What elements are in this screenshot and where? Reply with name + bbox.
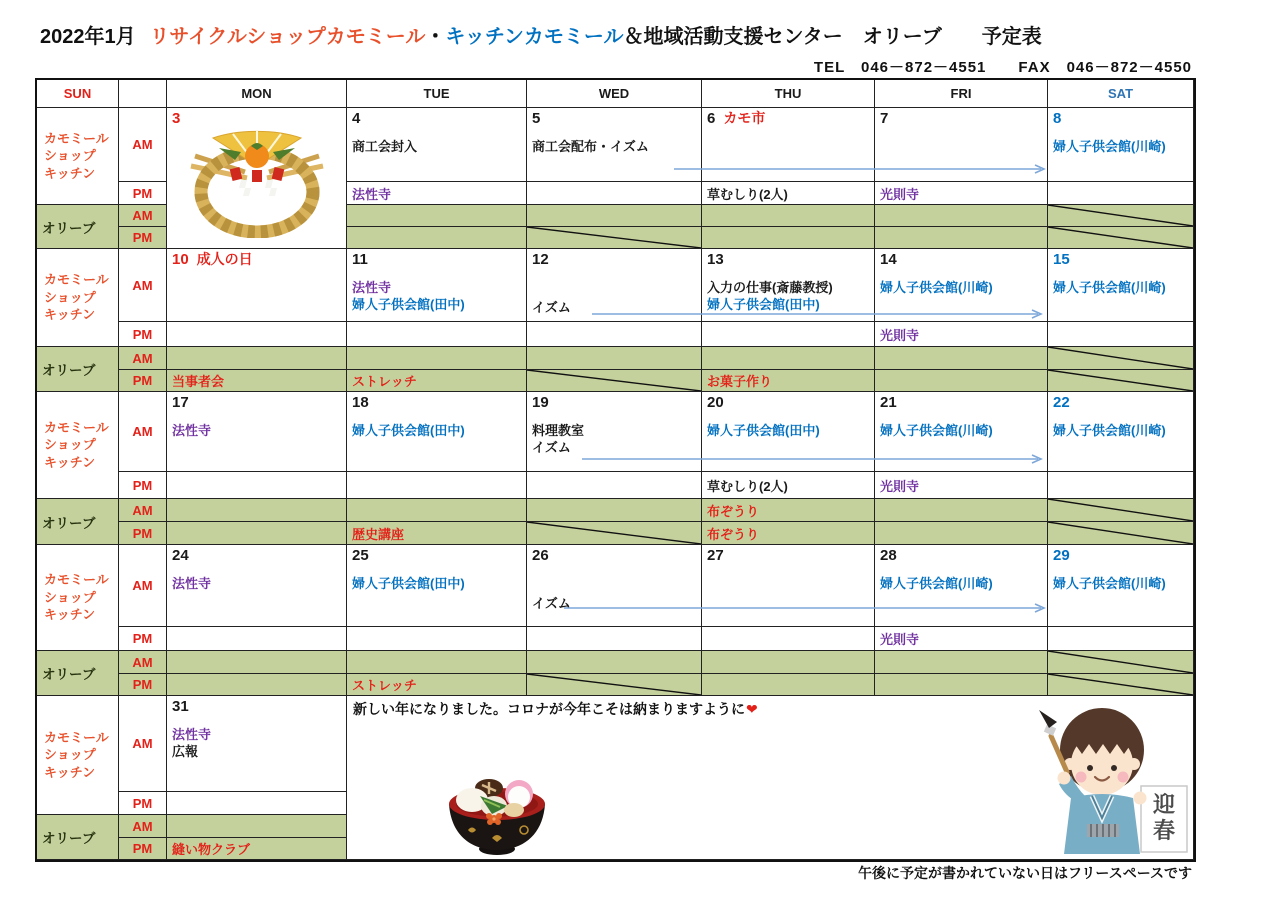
olive-am-cell-21 (875, 499, 1048, 522)
row-label-olive: オリーブ (37, 205, 119, 249)
event: お菓子作り (707, 374, 773, 389)
day-header-mon: MON (167, 80, 347, 108)
am-events (1048, 138, 1193, 155)
pm-cell-20 (702, 472, 875, 499)
pm-cell-21 (875, 472, 1048, 499)
olive-pm-cell-25 (347, 674, 527, 696)
am-label: AM (119, 205, 167, 227)
week-row-5 (37, 696, 1194, 860)
row-label-olive: オリーブ (37, 499, 119, 545)
am-events (1048, 279, 1193, 296)
olive-pm-cell-10 (167, 370, 347, 392)
olive-pm-cell-19 (527, 522, 702, 545)
day-number-line (347, 249, 526, 269)
day-cell-6 (702, 108, 875, 182)
pm-cell-18 (347, 472, 527, 499)
day-number-line (875, 545, 1047, 565)
pm-cell-4 (347, 182, 527, 205)
day-header-sun: SUN (37, 80, 119, 108)
olive-am-cell-27 (702, 651, 875, 674)
day-cell-8 (1048, 108, 1194, 182)
olive-am-cell-8 (1048, 205, 1194, 227)
day-cell-15 (1048, 249, 1194, 322)
day-number-line (167, 696, 346, 716)
pm-cell-17 (167, 472, 347, 499)
pm-cell-19 (527, 472, 702, 499)
olive-pm-cell-7 (875, 227, 1048, 249)
row-label-chamomile (37, 545, 119, 651)
olive-am-cell-6 (702, 205, 875, 227)
am-label: AM (119, 499, 167, 522)
row-label-line: ショップ (44, 589, 96, 605)
olive-am-cell-4 (347, 205, 527, 227)
event: 婦人子供会館(川崎) (1053, 280, 1166, 295)
event: 法性寺 (172, 423, 212, 438)
am-events (347, 279, 526, 313)
olive-am-cell-22 (1048, 499, 1194, 522)
day-cell-26 (527, 545, 702, 627)
olive-pm-cell-11 (347, 370, 527, 392)
day-cell-18 (347, 392, 527, 472)
day-cell-13 (702, 249, 875, 322)
am-label: AM (119, 108, 167, 182)
day-cell-10 (167, 249, 347, 322)
olive-pm-cell-6 (702, 227, 875, 249)
am-events (527, 422, 701, 456)
day-number: 17 (172, 394, 189, 411)
row-label-line: キッチン (44, 165, 96, 181)
olive-pm-cell-13 (702, 370, 875, 392)
ozoni-bowl-illustration (442, 776, 552, 858)
event: 縫い物クラブ (172, 842, 251, 857)
day-number: 18 (352, 394, 369, 411)
pm-cell-5 (527, 182, 702, 205)
day-note: 成人の日 (196, 251, 253, 267)
olive-pm-cell-27 (702, 674, 875, 696)
am-label: AM (119, 815, 167, 838)
olive-pm-cell-28 (875, 674, 1048, 696)
am-events (527, 299, 701, 316)
olive-am-cell-26 (527, 651, 702, 674)
footnote: 午後に予定が書かれていない日はフリースペースです (857, 865, 1192, 881)
day-number-line (347, 392, 526, 412)
event: 婦人子供会館(田中) (352, 423, 465, 438)
week-row-3 (37, 392, 1194, 545)
day-cell-14 (875, 249, 1048, 322)
calendar-header-row (37, 80, 1194, 108)
closed-slot-diagonal (1048, 674, 1193, 695)
am-events (702, 422, 874, 439)
day-number: 7 (880, 110, 889, 127)
am-label: AM (119, 696, 167, 792)
am-events (702, 279, 874, 313)
event: イズム (532, 596, 571, 611)
day-number-line (1048, 108, 1193, 128)
day-cell-3 (167, 108, 347, 249)
olive-am-cell-29 (1048, 651, 1194, 674)
olive-am-cell-5 (527, 205, 702, 227)
event: イズム (532, 300, 571, 315)
event: 婦人子供会館(田中) (707, 423, 820, 438)
olive-pm-cell-15 (1048, 370, 1194, 392)
olive-am-cell-10 (167, 347, 347, 370)
row-label-line: カモミール (44, 419, 109, 435)
row-label-line: ショップ (44, 747, 96, 763)
pm-cell-7 (875, 182, 1048, 205)
pm-cell-6 (702, 182, 875, 205)
pm-cell-11 (347, 322, 527, 347)
event: 布ぞうり (707, 526, 760, 542)
calligraphy-boy-illustration (1007, 706, 1192, 854)
olive-pm-cell-29 (1048, 674, 1194, 696)
pm-cell-29 (1048, 627, 1194, 651)
row-label-line: キッチン (44, 307, 96, 323)
closed-slot-diagonal (1048, 651, 1193, 673)
olive-am-cell-24 (167, 651, 347, 674)
day-number-line (527, 249, 701, 269)
event: 婦人子供会館(田中) (707, 297, 820, 313)
pm-cell-12 (527, 322, 702, 347)
pm-cell-27 (702, 627, 875, 651)
closed-slot-diagonal (1048, 347, 1193, 369)
week-row-4 (37, 545, 1194, 696)
day-number: 8 (1053, 110, 1062, 127)
message-text: 新しい年になりました。コロナが今年こそは納まりますように (353, 701, 745, 717)
day-header-fri: FRI (875, 80, 1048, 108)
am-events (875, 575, 1047, 592)
event: ストレッチ (352, 678, 417, 693)
day-number-line (527, 392, 701, 412)
am-events (347, 422, 526, 439)
day-number-line (167, 249, 346, 269)
event: 草むしり(2人) (707, 186, 788, 202)
day-number-line (875, 249, 1047, 269)
olive-pm-cell-17 (167, 522, 347, 545)
day-number: 31 (172, 698, 189, 715)
row-label-line: ショップ (44, 437, 96, 453)
row-label-chamomile (37, 108, 119, 205)
olive-am-cell-13 (702, 347, 875, 370)
am-events (167, 575, 346, 592)
week-row-1 (37, 108, 1194, 249)
am-events (527, 138, 701, 155)
title-rest: ＆地域活動支援センター オリーブ 予定表 (623, 26, 1042, 48)
event: ストレッチ (352, 374, 417, 389)
olive-am-cell-20 (702, 499, 875, 522)
event: 光則寺 (880, 186, 920, 202)
day-number: 29 (1053, 547, 1070, 564)
row-label-line: キッチン (44, 764, 96, 780)
event: 光則寺 (880, 632, 920, 647)
event: 婦人子供会館(川崎) (1053, 139, 1166, 154)
day-cell-4 (347, 108, 527, 182)
event: 布ぞうり (707, 503, 760, 519)
olive-am-cell-28 (875, 651, 1048, 674)
day-header-wed: WED (527, 80, 702, 108)
day-cell-5 (527, 108, 702, 182)
day-number: 6 (707, 110, 716, 127)
pm-cell-25 (347, 627, 527, 651)
pm-label: PM (119, 227, 167, 249)
day-number-line (1048, 249, 1193, 269)
am-events (875, 279, 1047, 296)
page-title (40, 20, 1042, 49)
event: 婦人子供会館(川崎) (880, 423, 993, 438)
day-cell-11 (347, 249, 527, 322)
day-cell-7 (875, 108, 1048, 182)
day-cell-17 (167, 392, 347, 472)
pm-cell-8 (1048, 182, 1194, 205)
day-number: 25 (352, 547, 369, 564)
pm-cell-24 (167, 627, 347, 651)
pm-cell-26 (527, 627, 702, 651)
row-label-line: カモミール (44, 130, 109, 146)
day-number-line (1048, 545, 1193, 565)
day-number-line (702, 249, 874, 269)
new-year-message-cell (347, 696, 1194, 860)
day-number: 15 (1053, 251, 1070, 268)
day-cell-29 (1048, 545, 1194, 627)
pm-label: PM (119, 182, 167, 205)
pm-cell-28 (875, 627, 1048, 651)
day-number-line (347, 108, 526, 128)
day-number: 11 (352, 251, 368, 268)
olive-am-cell-12 (527, 347, 702, 370)
row-label-line: ショップ (44, 289, 96, 305)
olive-pm-cell-4 (347, 227, 527, 249)
pm-cell-13 (702, 322, 875, 347)
row-label-olive: オリーブ (37, 815, 119, 860)
am-events (1048, 422, 1193, 439)
olive-am-cell-11 (347, 347, 527, 370)
title-kitchen-name: キッチンカモミール (445, 26, 624, 48)
day-number-line (527, 545, 701, 565)
event: 婦人子供会館(川崎) (1053, 423, 1166, 438)
new-year-wreath-illustration (175, 126, 339, 238)
day-number: 26 (532, 547, 549, 564)
am-label: AM (119, 651, 167, 674)
schedule-table (35, 78, 1196, 862)
event: 婦人子供会館(田中) (352, 576, 465, 591)
day-number: 12 (532, 251, 549, 268)
olive-am-cell-15 (1048, 347, 1194, 370)
am-events (167, 422, 346, 439)
closed-slot-diagonal (527, 370, 701, 391)
title-month: 2022年1月 (40, 26, 136, 48)
day-number-line (875, 108, 1047, 128)
day-number: 21 (880, 394, 897, 411)
pm-cell-14 (875, 322, 1048, 347)
event: 歴史講座 (352, 526, 405, 542)
am-label: AM (119, 392, 167, 472)
day-number-line (702, 545, 874, 565)
event: 光則寺 (880, 478, 920, 494)
closed-slot-diagonal (1048, 370, 1193, 391)
pm-label: PM (119, 838, 167, 860)
olive-pm-cell-31 (167, 838, 347, 860)
day-number-line (527, 108, 701, 128)
olive-pm-cell-12 (527, 370, 702, 392)
day-number-line (702, 392, 874, 412)
closed-slot-diagonal (1048, 522, 1193, 544)
greeting-text: 迎春 (1152, 792, 1176, 843)
event: 入力の仕事(斎藤教授) (707, 280, 833, 295)
day-number: 5 (532, 110, 541, 127)
olive-am-cell-17 (167, 499, 347, 522)
event: 商工会配布・イズム (532, 139, 649, 154)
am-events (347, 138, 526, 155)
pm-label: PM (119, 792, 167, 815)
contact-info: TEL 046－872－4551 FAX 046－872－4550 (813, 59, 1192, 76)
day-cell-31 (167, 696, 347, 792)
olive-pm-cell-26 (527, 674, 702, 696)
olive-pm-cell-18 (347, 522, 527, 545)
event: 当事者会 (172, 374, 225, 389)
day-number: 28 (880, 547, 897, 564)
event: 草むしり(2人) (707, 478, 788, 494)
day-number-line (167, 392, 346, 412)
event: 法性寺 (172, 576, 212, 591)
row-label-line: カモミール (44, 272, 109, 288)
day-cell-21 (875, 392, 1048, 472)
closed-slot-diagonal (1048, 499, 1193, 521)
event: 光則寺 (880, 327, 920, 343)
olive-am-cell-25 (347, 651, 527, 674)
event: 法性寺 (172, 727, 212, 742)
am-events (167, 726, 346, 760)
title-shop-name: リサイクルショップカモミール (149, 26, 426, 48)
day-number-line (1048, 392, 1193, 412)
day-number: 14 (880, 251, 897, 268)
day-number-line (347, 545, 526, 565)
day-number: 22 (1053, 394, 1070, 411)
olive-am-cell-31 (167, 815, 347, 838)
am-events (875, 422, 1047, 439)
day-number: 10 (172, 251, 189, 268)
day-header-thu: THU (702, 80, 875, 108)
event: 婦人子供会館(川崎) (1053, 576, 1166, 591)
day-number-line (167, 545, 346, 565)
day-number: 20 (707, 394, 724, 411)
closed-slot-diagonal (527, 522, 701, 544)
closed-slot-diagonal (1048, 205, 1193, 226)
pm-cell-31 (167, 792, 347, 815)
day-cell-25 (347, 545, 527, 627)
pm-label: PM (119, 322, 167, 347)
day-number: 27 (707, 547, 724, 564)
day-number: 4 (352, 110, 361, 127)
week-row-2 (37, 249, 1194, 392)
row-label-line: キッチン (44, 454, 96, 470)
am-label: AM (119, 347, 167, 370)
day-cell-27 (702, 545, 875, 627)
pm-label: PM (119, 472, 167, 499)
event: イズム (532, 440, 571, 456)
day-number: 13 (707, 251, 724, 268)
closed-slot-diagonal (1048, 227, 1193, 248)
event: 婦人子供会館(川崎) (880, 280, 993, 295)
row-label-line: カモミール (44, 572, 109, 588)
day-cell-22 (1048, 392, 1194, 472)
day-number: 3 (172, 110, 181, 127)
row-label-line: キッチン (44, 607, 96, 623)
event: 料理教室 (532, 423, 585, 438)
day-header-tue: TUE (347, 80, 527, 108)
day-number-line (875, 392, 1047, 412)
day-cell-12 (527, 249, 702, 322)
event: 法性寺 (352, 186, 392, 202)
row-label-chamomile (37, 249, 119, 347)
day-number-line (167, 108, 346, 128)
row-label-chamomile (37, 392, 119, 499)
closed-slot-diagonal (527, 674, 701, 695)
olive-pm-cell-22 (1048, 522, 1194, 545)
am-events (347, 575, 526, 592)
day-number-line (702, 108, 874, 128)
olive-pm-cell-24 (167, 674, 347, 696)
olive-am-cell-14 (875, 347, 1048, 370)
pm-label: PM (119, 627, 167, 651)
pm-cell-10 (167, 322, 347, 347)
pm-label: PM (119, 370, 167, 392)
row-label-line: ショップ (44, 148, 96, 164)
pm-cell-15 (1048, 322, 1194, 347)
row-label-line: カモミール (44, 729, 109, 745)
pm-label: PM (119, 674, 167, 696)
day-number: 24 (172, 547, 189, 564)
olive-pm-cell-14 (875, 370, 1048, 392)
day-header-spacer (119, 80, 167, 108)
closed-slot-diagonal (527, 227, 701, 248)
am-events (1048, 575, 1193, 592)
olive-am-cell-7 (875, 205, 1048, 227)
event: 婦人子供会館(田中) (352, 297, 465, 313)
event: 婦人子供会館(川崎) (880, 576, 993, 591)
day-cell-28 (875, 545, 1048, 627)
olive-pm-cell-5 (527, 227, 702, 249)
day-cell-19 (527, 392, 702, 472)
day-header-sat: SAT (1048, 80, 1194, 108)
day-note: カモ市 (723, 110, 766, 126)
title-separator: ・ (425, 26, 446, 48)
am-label: AM (119, 545, 167, 627)
day-cell-24 (167, 545, 347, 627)
day-number: 19 (532, 394, 549, 411)
heart-icon: ❤ (746, 701, 758, 717)
olive-am-cell-19 (527, 499, 702, 522)
am-label: AM (119, 249, 167, 322)
olive-am-cell-18 (347, 499, 527, 522)
olive-pm-cell-8 (1048, 227, 1194, 249)
pm-label: PM (119, 522, 167, 545)
row-label-olive: オリーブ (37, 651, 119, 696)
event: 広報 (172, 744, 199, 760)
row-label-olive: オリーブ (37, 347, 119, 392)
day-cell-20 (702, 392, 875, 472)
olive-pm-cell-20 (702, 522, 875, 545)
pm-cell-22 (1048, 472, 1194, 499)
olive-pm-cell-21 (875, 522, 1048, 545)
event: 法性寺 (352, 280, 392, 295)
am-events (527, 595, 701, 612)
row-label-chamomile (37, 696, 119, 815)
event: 商工会封入 (352, 139, 418, 154)
